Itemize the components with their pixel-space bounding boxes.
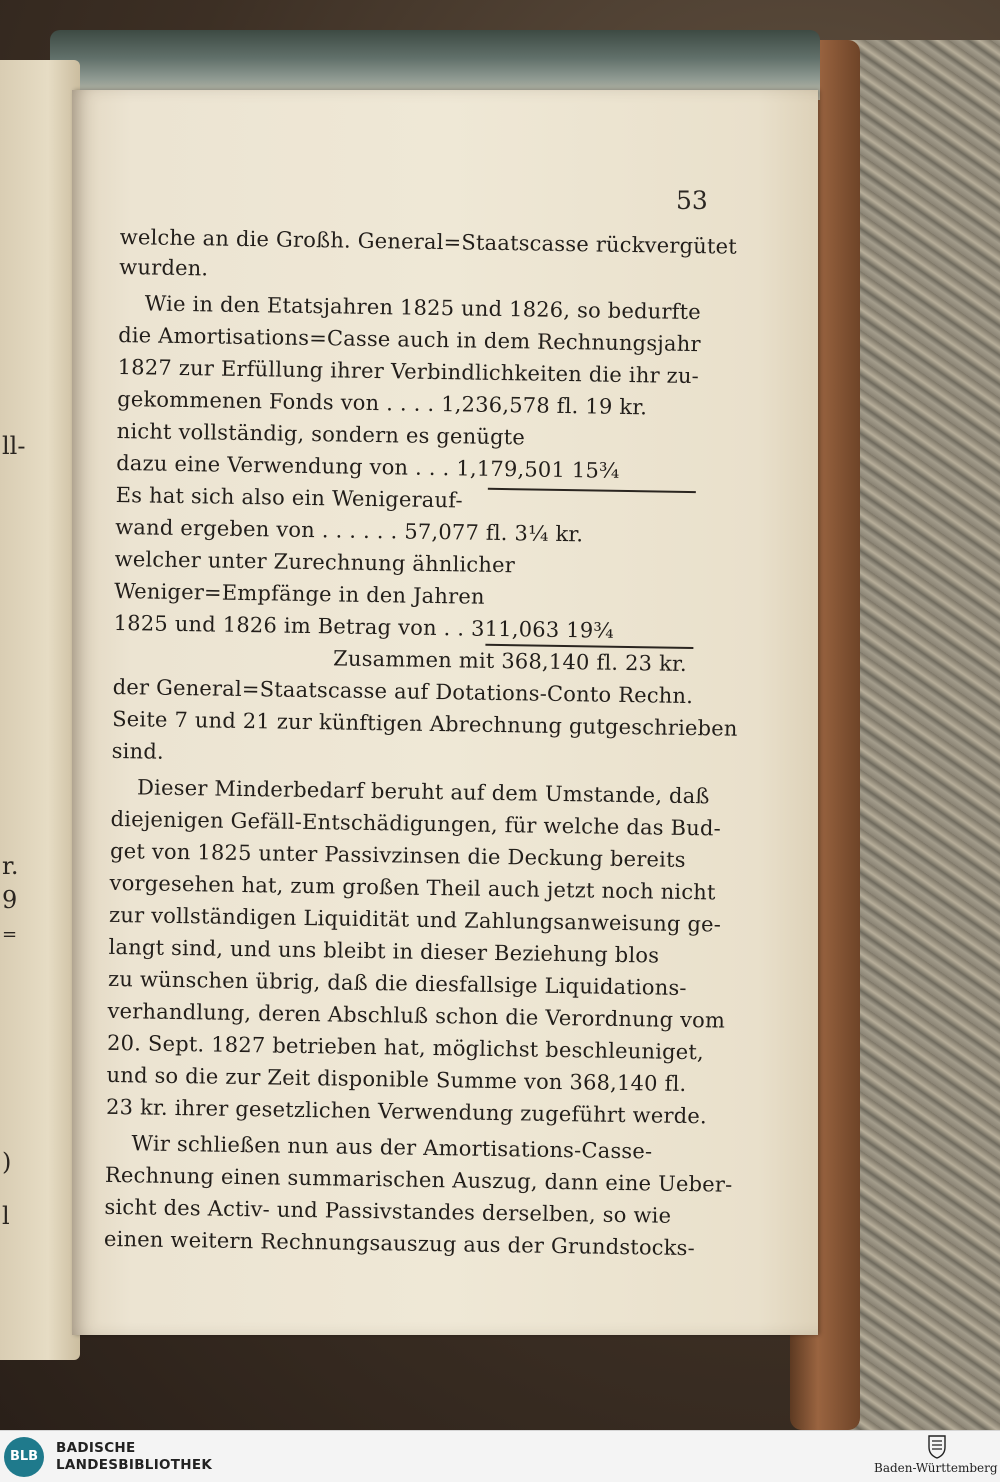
text-line: 23 kr. ihrer gesetzlichen Verwendung zugeführt werde. — [105, 1094, 708, 1129]
text-line: dazu eine Verwendung von . . . 1,179,501 15¾ — [116, 450, 620, 483]
text-line: zu wünschen übrig, daß die diesfallsige Liquidations- — [107, 966, 687, 1000]
text-line: Wir schließen nun aus der Amortisations-Casse- — [131, 1131, 653, 1164]
text-line: Zusammen mit 368,140 fl. 23 kr. — [332, 646, 688, 676]
text-line: wand ergeben von . . . . . . 57,077 fl. 3¼ kr. — [115, 514, 584, 547]
library-logo[interactable]: BLB — [4, 1437, 44, 1477]
text-line: einen weitern Rechnungsauszug aus der Grundstocks- — [103, 1226, 696, 1261]
footer-bar — [0, 1430, 1000, 1482]
left-page — [0, 60, 80, 1360]
text-line: gekommenen Fonds von . . . . 1,236,578 fl. 19 kr. — [117, 386, 648, 420]
left-page-fragment: 9 — [2, 886, 18, 914]
text-line: get von 1825 unter Passivzinsen die Deckung bereits — [109, 838, 686, 872]
left-page-fragment: = — [2, 924, 18, 945]
text-line: wurden. — [119, 254, 209, 281]
text-line: sind. — [111, 738, 165, 764]
text-line: Rechnung einen summarischen Auszug, dann eine Ueber- — [104, 1162, 733, 1197]
library-name[interactable] — [56, 1440, 212, 1474]
text-line: Dieser Minderbedarf beruht auf dem Umstande, daß — [136, 775, 710, 809]
text-line: Wie in den Etatsjahren 1825 und 1826, so bedurfte — [144, 291, 702, 325]
text-line: und so die zur Zeit disponible Summe von 368,140 fl. — [106, 1062, 687, 1097]
text-line: welcher unter Zurechnung ähnlicher — [114, 546, 516, 578]
text-line: verhandlung, deren Abschluß schon die Verordnung vom — [107, 998, 726, 1033]
text-line: welche an die Großh. General=Staatscasse rückvergütet — [119, 224, 738, 259]
left-page-fragment: r. — [2, 852, 19, 880]
text-line: vorgesehen hat, zum großen Theil auch jetzt noch nicht — [109, 870, 716, 905]
text-line: langt sind, und uns bleibt in dieser Beziehung blos — [108, 934, 660, 968]
text-line: zur vollständigen Liquidität und Zahlungsanweisung ge- — [108, 902, 722, 937]
state-crest-icon — [924, 1433, 950, 1459]
page-number: 53 — [676, 186, 708, 215]
text-line: Seite 7 und 21 zur künftigen Abrechnung gutgeschrieben — [112, 706, 738, 741]
text-line: der General=Staatscasse auf Dotations-Conto Rechn. — [112, 674, 694, 709]
left-page-fragment: ll- — [2, 432, 26, 460]
text-line: 1827 zur Erfüllung ihrer Verbindlichkeiten die ihr zu- — [117, 354, 700, 389]
text-line: die Amortisations=Casse auch in dem Rechnungsjahr — [118, 322, 701, 357]
text-line: Weniger=Empfänge in den Jahren — [114, 578, 485, 609]
state-name: Baden-Württemberg — [874, 1461, 998, 1475]
left-page-fragment: l — [2, 1202, 10, 1230]
text-line: Es hat sich also ein Wenigerauf- — [115, 482, 463, 513]
library-name-line2: LANDESBIBLIOTHEK — [56, 1457, 213, 1473]
text-line: diejenigen Gefäll-Entschädigungen, für welche das Bud- — [110, 806, 722, 841]
text-line: 20. Sept. 1827 betrieben hat, möglichst beschleuniget, — [106, 1030, 705, 1065]
text-line: 1825 und 1826 im Betrag von . . 311,063 19¾ — [113, 610, 615, 643]
left-page-fragment: ) — [2, 1148, 12, 1176]
text-line: sicht des Activ- und Passivstandes derselben, so wie — [104, 1194, 672, 1228]
library-name-line1: BADISCHE — [56, 1440, 136, 1456]
text-line: nicht vollständig, sondern es genügte — [116, 418, 526, 450]
